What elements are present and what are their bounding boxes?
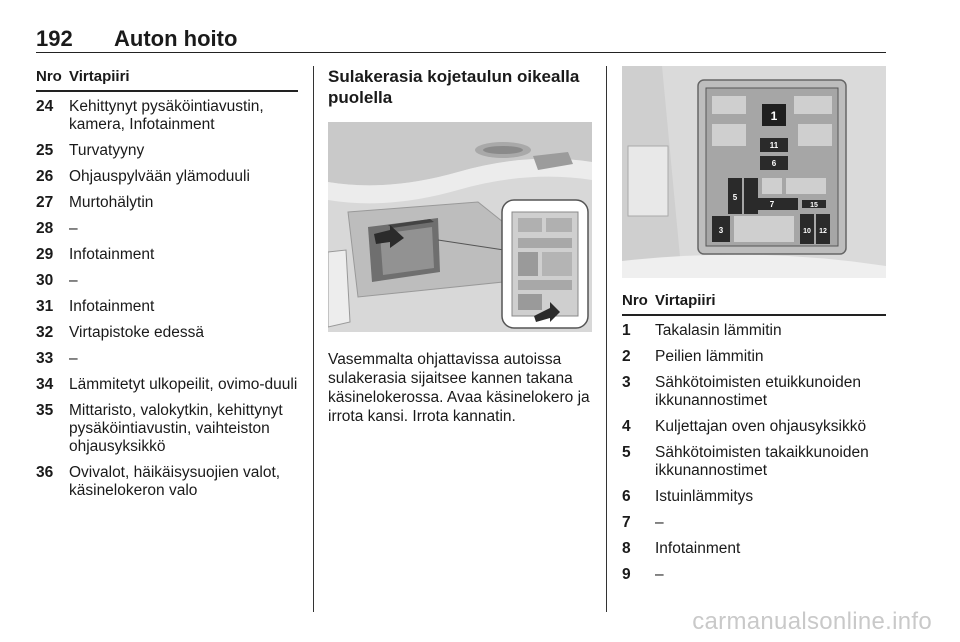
- circuit-description: Mittaristo, valokytkin, kehittynyt pysäköintiavustin, vaihteiston ohjausyksikkö: [69, 402, 283, 455]
- fuse-box-illustration: [622, 66, 886, 278]
- fuse-label: 5: [732, 193, 738, 202]
- header-virtapiiri: Virtapiiri: [69, 68, 130, 85]
- fuse-number: 9: [622, 566, 631, 583]
- instruction-paragraph: Vasemmalta ohjattavissa autoissa sulakerasia sijaitsee kannen takana käsinelokerossa. Avaa käsinelokero ja irrota kansi. Irrota kannatin.: [328, 351, 590, 425]
- fuse-number: 5: [622, 444, 631, 461]
- page-title: Auton hoito: [114, 26, 238, 51]
- circuit-description: Kehittynyt pysäköintiavustin, kamera, Infotainment: [69, 98, 264, 133]
- table-row: [36, 220, 298, 238]
- table-row: [36, 376, 298, 394]
- left-fuse-table: [36, 98, 298, 500]
- circuit-description: Virtapistoke edessä: [69, 324, 204, 341]
- fuse-label: 15: [810, 202, 818, 209]
- circuit-description: Peilien lämmitin: [655, 348, 764, 365]
- fuse-label: 6: [771, 159, 777, 168]
- fuse-number: 36: [36, 464, 54, 481]
- table-row: [622, 488, 886, 506]
- circuit-description: Istuinlämmitys: [655, 488, 754, 505]
- table-row: [36, 142, 298, 160]
- column-divider-left: [313, 66, 314, 612]
- right-fuse-table: [622, 322, 886, 584]
- left-column: [36, 66, 298, 500]
- fuse-number: 33: [36, 350, 54, 367]
- circuit-description: Turvatyyny: [69, 142, 145, 159]
- page-number: 192: [36, 26, 73, 51]
- circuit-description: Infotainment: [69, 246, 155, 263]
- fuse-number: 6: [622, 488, 631, 505]
- table-row: [36, 464, 298, 500]
- table-row: [36, 194, 298, 212]
- header-nro: Nro: [36, 68, 62, 85]
- header-virtapiiri: Virtapiiri: [655, 292, 716, 309]
- table-row: [36, 246, 298, 264]
- fuse-number: 3: [622, 374, 631, 391]
- circuit-description: Kuljettajan oven ohjausyksikkö: [655, 418, 867, 435]
- circuit-description: –: [69, 350, 78, 367]
- table-row: [622, 418, 886, 436]
- left-table-header: [36, 66, 298, 92]
- circuit-description: –: [69, 272, 78, 289]
- watermark: carmanualsonline.info: [692, 608, 932, 635]
- circuit-description: Ohjauspylvään ylämoduuli: [69, 168, 250, 185]
- circuit-description: Infotainment: [69, 298, 155, 315]
- glovebox-illustration: [328, 122, 592, 332]
- fuse-label: 12: [819, 228, 827, 235]
- table-row: [622, 348, 886, 366]
- column-divider-right: [606, 66, 607, 612]
- circuit-description: Sähkötoimisten takaikkunoiden ikkunannostimet: [655, 444, 869, 479]
- table-row: [36, 402, 298, 456]
- right-column: [622, 66, 886, 584]
- page-header: [36, 24, 886, 53]
- table-row: [622, 374, 886, 410]
- fuse-label: 7: [769, 200, 775, 209]
- fuse-number: 4: [622, 418, 631, 435]
- right-table-header: [622, 290, 886, 316]
- table-row: [622, 540, 886, 558]
- table-row: [36, 350, 298, 368]
- fuse-number: 31: [36, 298, 54, 315]
- table-row: [622, 566, 886, 584]
- fuse-label: 10: [803, 228, 811, 235]
- fuse-number: 35: [36, 402, 54, 419]
- table-row: [36, 298, 298, 316]
- fuse-number: 32: [36, 324, 54, 341]
- circuit-description: –: [655, 514, 664, 531]
- fuse-number: 24: [36, 98, 54, 115]
- header-nro: Nro: [622, 292, 648, 309]
- circuit-description: Infotainment: [655, 540, 741, 557]
- table-row: [622, 322, 886, 340]
- fuse-number: 25: [36, 142, 54, 159]
- circuit-description: Ovivalot, häikäisysuojien valot, käsinelokeron valo: [69, 464, 281, 499]
- fuse-number: 28: [36, 220, 54, 237]
- section-title: Sulakerasia kojetaulun oikealla puolella: [328, 67, 580, 107]
- circuit-description: –: [655, 566, 664, 583]
- table-row: [622, 514, 886, 532]
- fuse-label: 3: [718, 226, 724, 235]
- fuse-number: 27: [36, 194, 54, 211]
- fuse-label: 11: [769, 141, 779, 150]
- table-row: [36, 324, 298, 342]
- fuse-number: 2: [622, 348, 631, 365]
- table-row: [36, 98, 298, 134]
- fuse-number: 7: [622, 514, 631, 531]
- circuit-description: –: [69, 220, 78, 237]
- circuit-description: Lämmitetyt ulkopeilit, ovimo-duuli: [69, 376, 298, 393]
- middle-column: [328, 66, 592, 426]
- table-row: [622, 444, 886, 480]
- table-row: [36, 168, 298, 186]
- table-row: [36, 272, 298, 290]
- fuse-label: 1: [770, 109, 778, 123]
- fuse-number: 34: [36, 376, 54, 393]
- circuit-description: Sähkötoimisten etuikkunoiden ikkunannostimet: [655, 374, 861, 409]
- fuse-number: 29: [36, 246, 54, 263]
- fuse-number: 26: [36, 168, 54, 185]
- circuit-description: Takalasin lämmitin: [655, 322, 782, 339]
- circuit-description: Murtohälytin: [69, 194, 154, 211]
- fuse-number: 8: [622, 540, 631, 557]
- fuse-number: 1: [622, 322, 631, 339]
- fuse-number: 30: [36, 272, 54, 289]
